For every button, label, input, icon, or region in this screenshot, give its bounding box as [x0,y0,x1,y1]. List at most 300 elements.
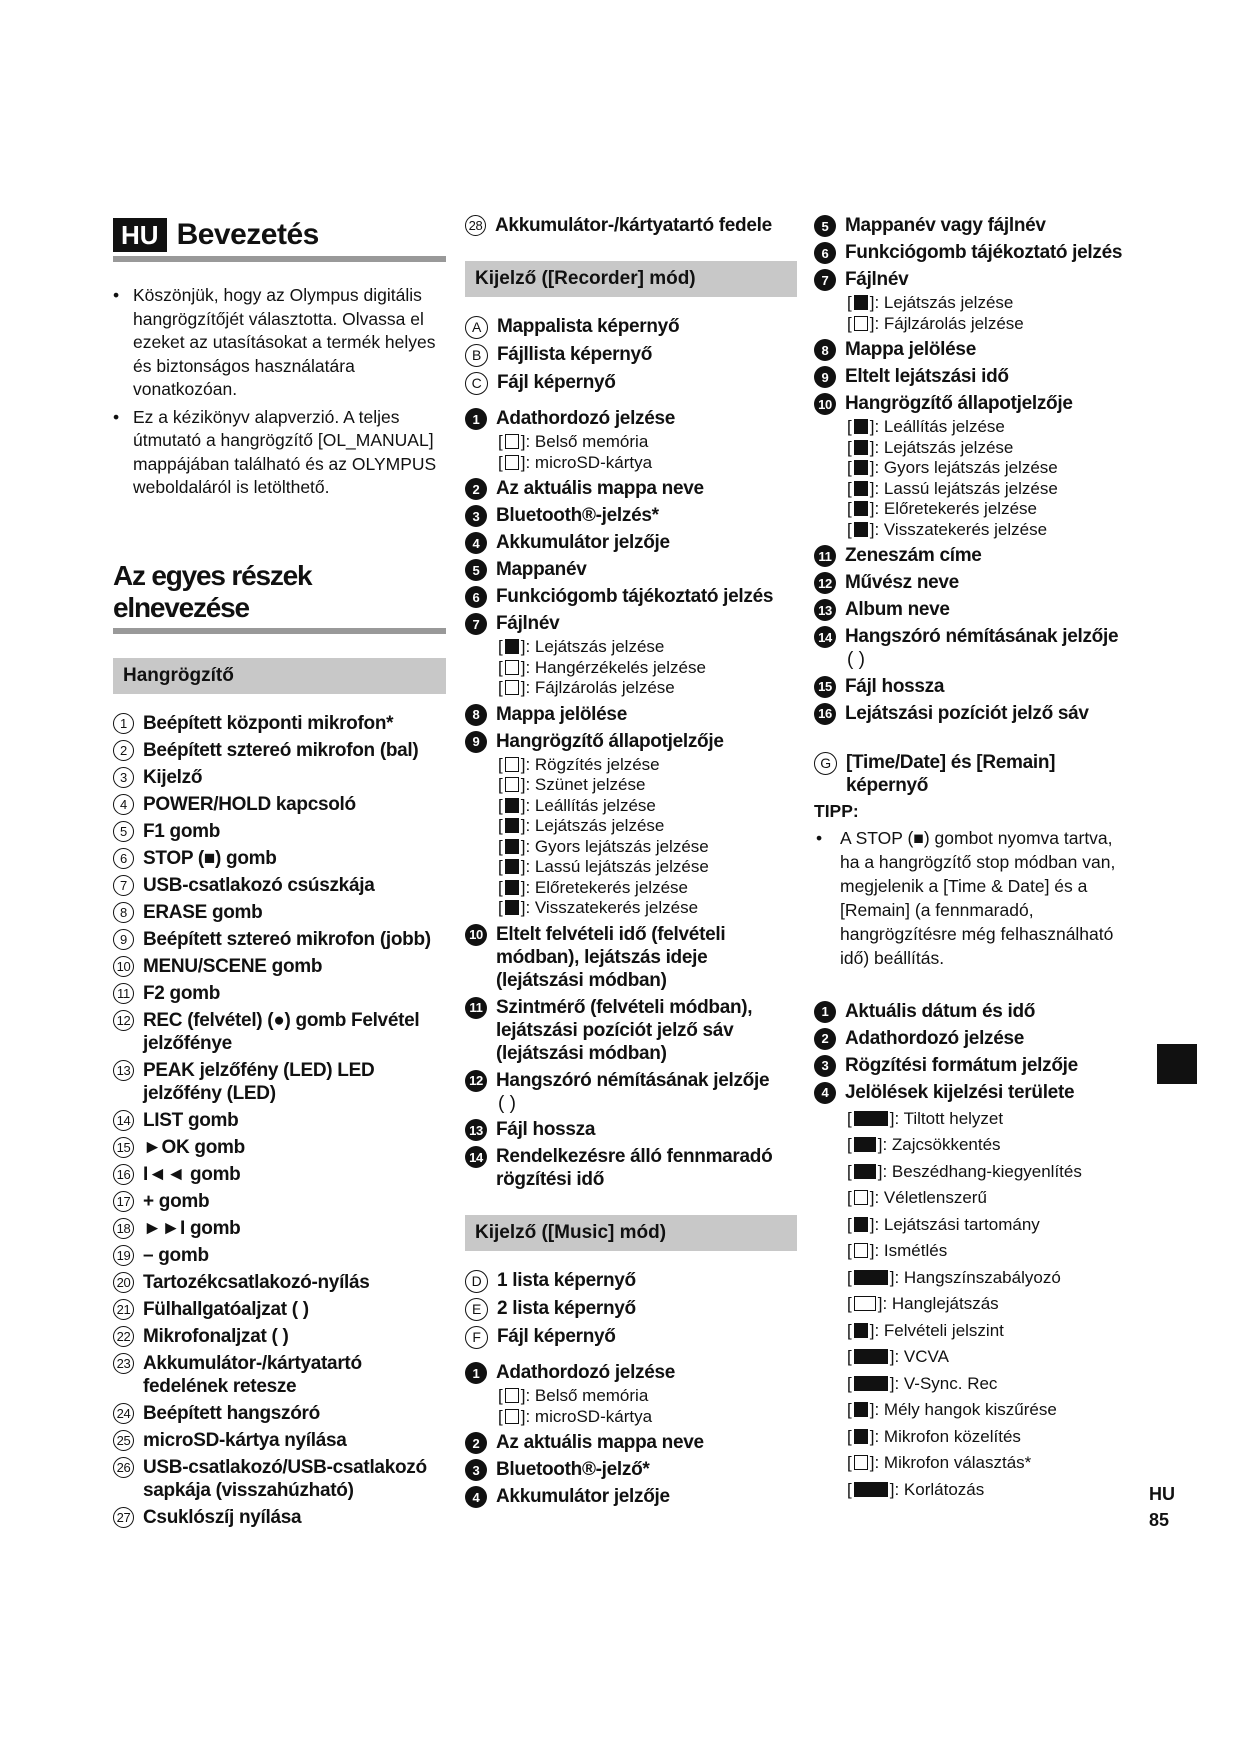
limiter-icon [854,1482,888,1497]
item-label: ►OK gomb [143,1136,245,1158]
list-item [465,1431,797,1454]
list-item [814,1000,1124,1023]
rewind-icon [505,900,519,915]
sd-card-icon [505,1409,519,1424]
voice-detect-icon [505,660,519,675]
item-number: 14 [814,626,836,648]
recorder-screens [465,315,797,395]
item-number: 13 [113,1060,134,1081]
item-number: 6 [814,242,836,264]
item-label: Szintmérő (felvételi módban), lejátszási pozíciót jelző sáv (lejátszási módban) [496,996,753,1064]
equalizer-icon [854,1270,888,1285]
list-item [465,996,797,1065]
language-badge: HU [113,218,167,252]
item-number: 3 [814,1055,836,1077]
stop-icon [505,798,519,813]
list-item [814,702,1124,725]
item-number: 12 [814,572,836,594]
item-label: Bluetooth®-jelző* [496,1459,650,1480]
sub-label: ]: Belső memória [520,1386,649,1405]
item-label: Kijelző [143,766,203,788]
item-number: 1 [814,1001,836,1023]
internal-memory-icon [505,1388,519,1403]
list-item [113,739,446,762]
sub-list [465,1094,797,1115]
item-label: Mappa jelölése [496,703,627,725]
item-label: ERASE gomb [143,901,263,923]
item-number: 22 [113,1326,134,1347]
internal-memory-icon [505,434,519,449]
lock-icon [505,680,519,695]
list-item [113,712,446,735]
item-label: ►►I gomb [143,1217,241,1239]
item-label: + gomb [143,1190,210,1212]
intro-paragraph: • Köszönjük, hogy az Olympus digitális hangrögzítőjét választotta. Olvassa el ezeket az utasításokat a termék helyes és biztonságos használatára vonatkozóan. [113,284,446,402]
list-item [814,214,1124,237]
intro-paragraph: • Ez a kézikönyv alapverzió. A teljes útmutató a hangrögzítő [OL_MANUAL] mappájában található és az OLYMPUS weboldaláról is letölthető. [113,406,446,500]
item-label: Eltelt felvételi idő (felvételi módban), lejátszás ideje (lejátszási módban) [496,923,726,991]
tip-list [814,826,1124,970]
section-heading [113,214,446,262]
intro-list [113,284,446,500]
list-item [814,571,1124,594]
sub-list: [ ]: Belső memória [ ]: microSD-kártya [498,432,653,472]
item-number: 4 [465,1486,487,1508]
sub-label: ]: Visszatekerés jelzése [520,898,699,917]
list-item [113,766,446,789]
rewind-icon [854,522,868,537]
item-label: Fájl képernyő [497,1326,616,1347]
item-label: Fájl képernyő [497,372,616,393]
item-number: 13 [814,599,836,621]
override-icon [854,1111,888,1126]
item-label: [Time/Date] és [Remain] képernyő [846,751,1056,796]
item-label: Hangrögzítő állapotjelzője [845,393,1073,414]
voice-balancer-icon [854,1164,876,1179]
item-number: 5 [465,559,487,581]
item-number: 17 [113,1191,134,1212]
list-item [113,1402,446,1425]
list-item [814,392,1124,415]
speaker-mute-icon: ( ) [498,1092,516,1114]
item-number: 2 [465,1432,487,1454]
sub-label: ]: Lejátszás jelzése [869,293,1014,312]
item-number: 20 [113,1272,134,1293]
list-item [465,558,797,581]
parts-subheading: Hangrögzítő [113,658,446,694]
list-item [465,730,797,753]
sub-label: ]: Hanglejátszás [877,1294,999,1313]
list-item [113,1352,446,1398]
item-number: 2 [465,478,487,500]
item-number: 7 [113,875,134,896]
item-label: Az aktuális mappa neve [496,478,704,499]
list-item [113,955,446,978]
list-item [465,1269,797,1293]
noise-cancel-icon [854,1137,876,1152]
item-label: Adathordozó jelzése [845,1027,1025,1049]
sub-label: ]: Ismétlés [869,1241,948,1260]
item-number: 11 [814,545,836,567]
sub-label: ]: Lejátszás jelzése [520,637,665,656]
recorder-heading: Kijelző ([Recorder] mód) [465,261,797,297]
item-number: 24 [113,1403,134,1424]
list-item [465,343,797,367]
sub-label: ]: Beszédhang-kiegyenlítés [877,1161,1082,1181]
item-label: Akkumulátor-/kártyatartó fedelének retesze [143,1352,362,1397]
item-number: 28 [465,215,486,236]
item-number: 8 [465,704,487,726]
list-item [465,371,797,395]
item-number: 1 [465,408,487,430]
item-number: 27 [113,1507,134,1528]
sub-label: ]: Előretekerés jelzése [520,877,688,897]
item-label: Mappanév vagy fájlnév [845,215,1046,236]
item-label: 2 lista képernyő [497,1298,636,1319]
recorder-items [465,407,797,1191]
music-items-cont [814,214,1124,725]
sub-label: ]: Lejátszás jelzése [520,816,665,835]
tip-label: TIPP: [814,800,859,821]
speaker-mute-icon: ( ) [847,649,865,670]
sub-label: ]: Gyors lejátszás jelzése [869,458,1058,477]
list-item [113,1271,446,1294]
sub-label: ]: Fájlzárolás jelzése [520,678,675,697]
list-item [113,1163,446,1186]
item-label: Rendelkezésre álló fennmaradó rögzítési idő [496,1146,773,1190]
sub-label: ]: Tiltott helyzet [889,1108,1004,1128]
item-label: F2 gomb [143,982,221,1004]
list-item [113,793,446,816]
sub-label: ]: Mély hangok kiszűrése [869,1400,1057,1419]
list-item [113,874,446,897]
item-label: LIST gomb [143,1109,239,1131]
sub-label: ]: Rögzítés jelzése [520,754,660,774]
item-label: microSD-kártya nyílása [143,1429,347,1451]
g-screen [814,751,1124,797]
screen-letter: A [465,316,488,339]
item-number: 12 [465,1070,487,1092]
item-number: 4 [814,1082,836,1104]
sub-list: [ ]: Belső memória [ ]: microSD-kártya [498,1386,653,1426]
item-label: USB-csatlakozó/USB-csatlakozó sapkája (visszahúzható) [143,1456,427,1501]
item-label: Fájlnév [845,269,909,290]
item-label: Adathordozó jelzése [496,1362,676,1383]
list-item [113,1325,446,1348]
list-item [113,1244,446,1267]
list-item [465,1069,797,1092]
sub-list: [ ]: Leállítás jelzése [ ]: Lejátszás jelzése [ ]: Gyors lejátszás jelzése [ ]: Lassú lejátszás jelzése [ ]: Előretekerés jelzése [ ]: Visszatekerés jelzése [847,417,1058,539]
item-label: Adathordozó jelzése [496,408,676,429]
list-item [465,585,797,608]
list-item [814,598,1124,621]
page-title: Bevezetés [176,218,319,251]
item-label: Hangrögzítő állapotjelzője [496,730,724,752]
list-item [814,1054,1124,1077]
item-number: 2 [814,1028,836,1050]
item-number: 19 [113,1245,134,1266]
sub-label: ]: Leállítás jelzése [520,795,656,815]
music-screens [465,1269,797,1349]
screen-letter: C [465,372,488,395]
item-label: Funkciógomb tájékoztató jelzés [496,586,774,607]
list-item [814,365,1124,388]
item-number: 18 [113,1218,134,1239]
item-label: Fülhallgatóaljzat ( ) [143,1298,309,1320]
item-number: 9 [465,731,487,753]
rec-level-icon [854,1323,868,1338]
item-label: REC (felvétel) (●) gomb Felvétel jelzőfénye [143,1009,420,1054]
item-number: 3 [465,505,487,527]
list-item [113,847,446,870]
item-number: 6 [465,586,487,608]
list-item [113,820,446,843]
item-number: 15 [814,676,836,698]
shuffle-icon [854,1190,868,1205]
voice-playback-icon [854,1296,876,1311]
list-item [113,1429,446,1452]
sub-label: ]: Hangérzékelés jelzése [520,657,706,677]
sub-label: ]: Szünet jelzése [520,775,646,794]
list-item [814,241,1124,264]
item-label: I◄◄ gomb [143,1163,241,1185]
indicator-list: [ ]: Tiltott helyzet [ ]: Zajcsökkentés [ ]: Beszédhang-kiegyenlítés [ ]: Véletlenszerű [ ]: Lejátszási tartomány [ ]: Ismétlés [ ]: Hangszínszabályozó [ ]: Hanglejátszás [ ]: Felvételi jelszint [ ]: VCVA [ ]: V-Sync. Rec [ ]: Mély hangok kiszűrése [ ]: Mikrofon közelítés [ ]: Mikrofon választás* [ ]: Korlátozás [847,1108,1082,1499]
item-label: POWER/HOLD kapcsoló [143,793,356,815]
item-number: 10 [465,924,487,946]
sub-label: ]: Mikrofon közelítés [869,1426,1021,1446]
list-item [113,1456,446,1502]
screen-letter: E [465,1298,488,1321]
item-number: 11 [465,997,487,1019]
item-label: Album neve [845,599,950,620]
fast-play-icon [854,460,868,475]
low-cut-filter-icon [854,1402,868,1417]
list-item [113,928,446,951]
sub-label: ]: Lejátszás jelzése [869,437,1014,457]
sub-list: [ ]: Rögzítés jelzése [ ]: Szünet jelzése [ ]: Leállítás jelzése [ ]: Lejátszás jelzése [ ]: Gyors lejátszás jelzése [ ]: Lassú lejátszás jelzése [ ]: Előretekerés jelzése [ ]: Visszatekerés jelzése [498,754,709,917]
item-number: 1 [113,713,134,734]
repeat-icon [854,1243,868,1258]
item-number: 6 [113,848,134,869]
screen-letter: D [465,1270,488,1293]
item-label: Beépített hangszóró [143,1402,320,1424]
item-label: Tartozékcsatlakozó-nyílás [143,1271,370,1293]
sub-label: ]: Felvételi jelszint [869,1320,1004,1340]
column-1 [113,214,446,1533]
list-item [814,544,1124,567]
item-number: 4 [465,532,487,554]
sub-label: ]: Zajcsökkentés [877,1135,1001,1154]
item-number: 4 [113,794,134,815]
sub-label: ]: Visszatekerés jelzése [869,519,1048,539]
item-label: Lejátszási pozíciót jelző sáv [845,702,1089,724]
list-item [465,1458,797,1481]
list-item [465,612,797,635]
list-item [814,268,1124,291]
item-label: Akkumulátor jelzője [496,1486,670,1507]
item-label: Beépített sztereó mikrofon (jobb) [143,928,431,950]
item-number: 11 [113,983,134,1004]
tip-text: • A STOP (■) gombot nyomva tartva, ha a hangrögzítő stop módban van, megjelenik a [Time & Date] és a [Remain] (a fennmaradó, hangrögzítésre még felhasználható idő) beállítás. [814,826,1124,970]
sub-label: ]: Fájlzárolás jelzése [869,313,1024,333]
screen-letter: B [465,344,488,367]
item-number: 26 [113,1457,134,1478]
item-number: 7 [814,269,836,291]
play-icon [854,440,868,455]
list-item [113,982,446,1005]
vcva-icon [854,1349,888,1364]
item-number: 9 [113,929,134,950]
sub-label: ]: Hangszínszabályozó [889,1267,1061,1287]
list-item [814,675,1124,698]
column-3 [814,214,1124,1507]
item-number: 2 [113,740,134,761]
item-label: Csuklószíj nyílása [143,1506,302,1528]
item-number: 25 [113,1430,134,1451]
fast-forward-icon [505,880,519,895]
item-label: – gomb [143,1244,209,1266]
item-label: Fájl hossza [845,675,945,697]
item-label: Beépített sztereó mikrofon (bal) [143,739,419,761]
item-label: Hangszóró némításának jelzője [845,626,1119,647]
list-item [113,1190,446,1213]
item-label: STOP (■) gomb [143,847,277,869]
screen-letter: G [814,752,837,775]
music-heading: Kijelző ([Music] mód) [465,1215,797,1251]
item-number: 13 [465,1119,487,1141]
pause-icon [505,777,519,792]
footer-lang: HU [1149,1484,1175,1504]
sub-list: [ ]: Lejátszás jelzése [ ]: Hangérzékelés jelzése [ ]: Fájlzárolás jelzése [498,637,706,697]
sub-list: [ ]: Lejátszás jelzése [ ]: Fájlzárolás jelzése [847,293,1024,333]
fast-forward-icon [854,501,868,516]
stop-icon [854,419,868,434]
item-number: 21 [113,1299,134,1320]
item-number: 10 [814,393,836,415]
item-label: PEAK jelzőfény (LED) LED jelzőfény (LED) [143,1059,375,1104]
item-label: Akkumulátor jelzője [496,532,670,553]
list-item [465,1118,797,1141]
sub-label: ]: microSD-kártya [520,452,653,472]
list-item [814,338,1124,361]
play-icon [505,639,519,654]
mic-zoom-icon [854,1429,868,1444]
play-range-icon [854,1217,868,1232]
sub-label: ]: Belső memória [520,432,649,451]
list-item [814,1027,1124,1050]
item-number: 7 [465,613,487,635]
parts-title: Az egyes részek elnevezése [113,560,446,634]
sd-card-icon [505,455,519,470]
item-number: 23 [113,1353,134,1374]
item-label: Eltelt lejátszási idő [845,366,1009,387]
sub-label: ]: Véletlenszerű [869,1188,987,1207]
item-label: Fájl hossza [496,1119,596,1140]
parts-list [113,712,446,1529]
list-item [814,625,1124,648]
item-number: 14 [465,1146,487,1168]
sub-label: ]: Lejátszási tartomány [869,1214,1040,1234]
list-item [465,531,797,554]
sub-label: ]: VCVA [889,1347,949,1366]
item-label: Beépített központi mikrofon* [143,712,394,734]
item-label: Akkumulátor-/kártyatartó fedele [495,215,772,236]
sub-label: ]: Mikrofon választás* [869,1453,1032,1472]
item-label: USB-csatlakozó csúszkája [143,874,375,896]
item-number: 16 [814,703,836,725]
list-item [113,1109,446,1132]
list-item [113,1059,446,1105]
list-item [465,1145,797,1191]
item-number: 3 [113,767,134,788]
record-icon [505,757,519,772]
item-label: MENU/SCENE gomb [143,955,323,977]
list-item [113,1136,446,1159]
item-label: Az aktuális mappa neve [496,1432,704,1453]
item-label: F1 gomb [143,820,221,842]
list-item [465,407,797,430]
item-number: 14 [113,1110,134,1131]
sub-label: ]: Korlátozás [889,1479,985,1499]
fast-play-icon [505,839,519,854]
list-item [465,214,797,237]
item-number: 1 [465,1362,487,1384]
item-label: Aktuális dátum és idő [845,1000,1036,1022]
item-label: Mikrofonaljzat ( ) [143,1325,289,1347]
lock-icon [854,316,868,331]
item-label: Jelölések kijelzési területe [845,1081,1075,1103]
item-number: 8 [113,902,134,923]
list-item [113,1009,446,1055]
play-icon [854,295,868,310]
item-number: 16 [113,1164,134,1185]
sub-label: ]: Lassú lejátszás jelzése [520,857,709,876]
list-item [465,923,797,992]
item-label: Mappa jelölése [845,339,976,360]
list-item [465,1325,797,1349]
mic-select-icon [854,1455,868,1470]
item-label: Hangszóró némításának jelzője [496,1069,770,1091]
list-item [113,1217,446,1240]
section-tab [1157,1044,1197,1084]
item-number: 10 [113,956,134,977]
list-item [465,1361,797,1384]
list-item [814,1081,1124,1104]
list-item [465,477,797,500]
item-label: Mappalista képernyő [497,316,680,337]
sub-list [814,650,1124,671]
screen-letter: F [465,1326,488,1349]
list-item [113,901,446,924]
list-item [465,1297,797,1321]
item-number: 12 [113,1010,134,1031]
parts-list-cont [465,214,797,237]
item-label: Zeneszám címe [845,545,982,566]
page-number: 85 [1149,1510,1170,1530]
item-number: 5 [113,821,134,842]
item-label: Fájllista képernyő [497,344,653,365]
item-label: Funkciógomb tájékoztató jelzés [845,242,1123,263]
list-item [814,751,1124,797]
list-item [465,1485,797,1508]
item-number: 3 [465,1459,487,1481]
sub-label: ]: Leállítás jelzése [869,417,1005,436]
column-2 [465,214,797,1512]
item-number: 8 [814,339,836,361]
list-item [113,1506,446,1529]
slow-play-icon [505,859,519,874]
sub-label: ]: V-Sync. Rec [889,1373,998,1393]
